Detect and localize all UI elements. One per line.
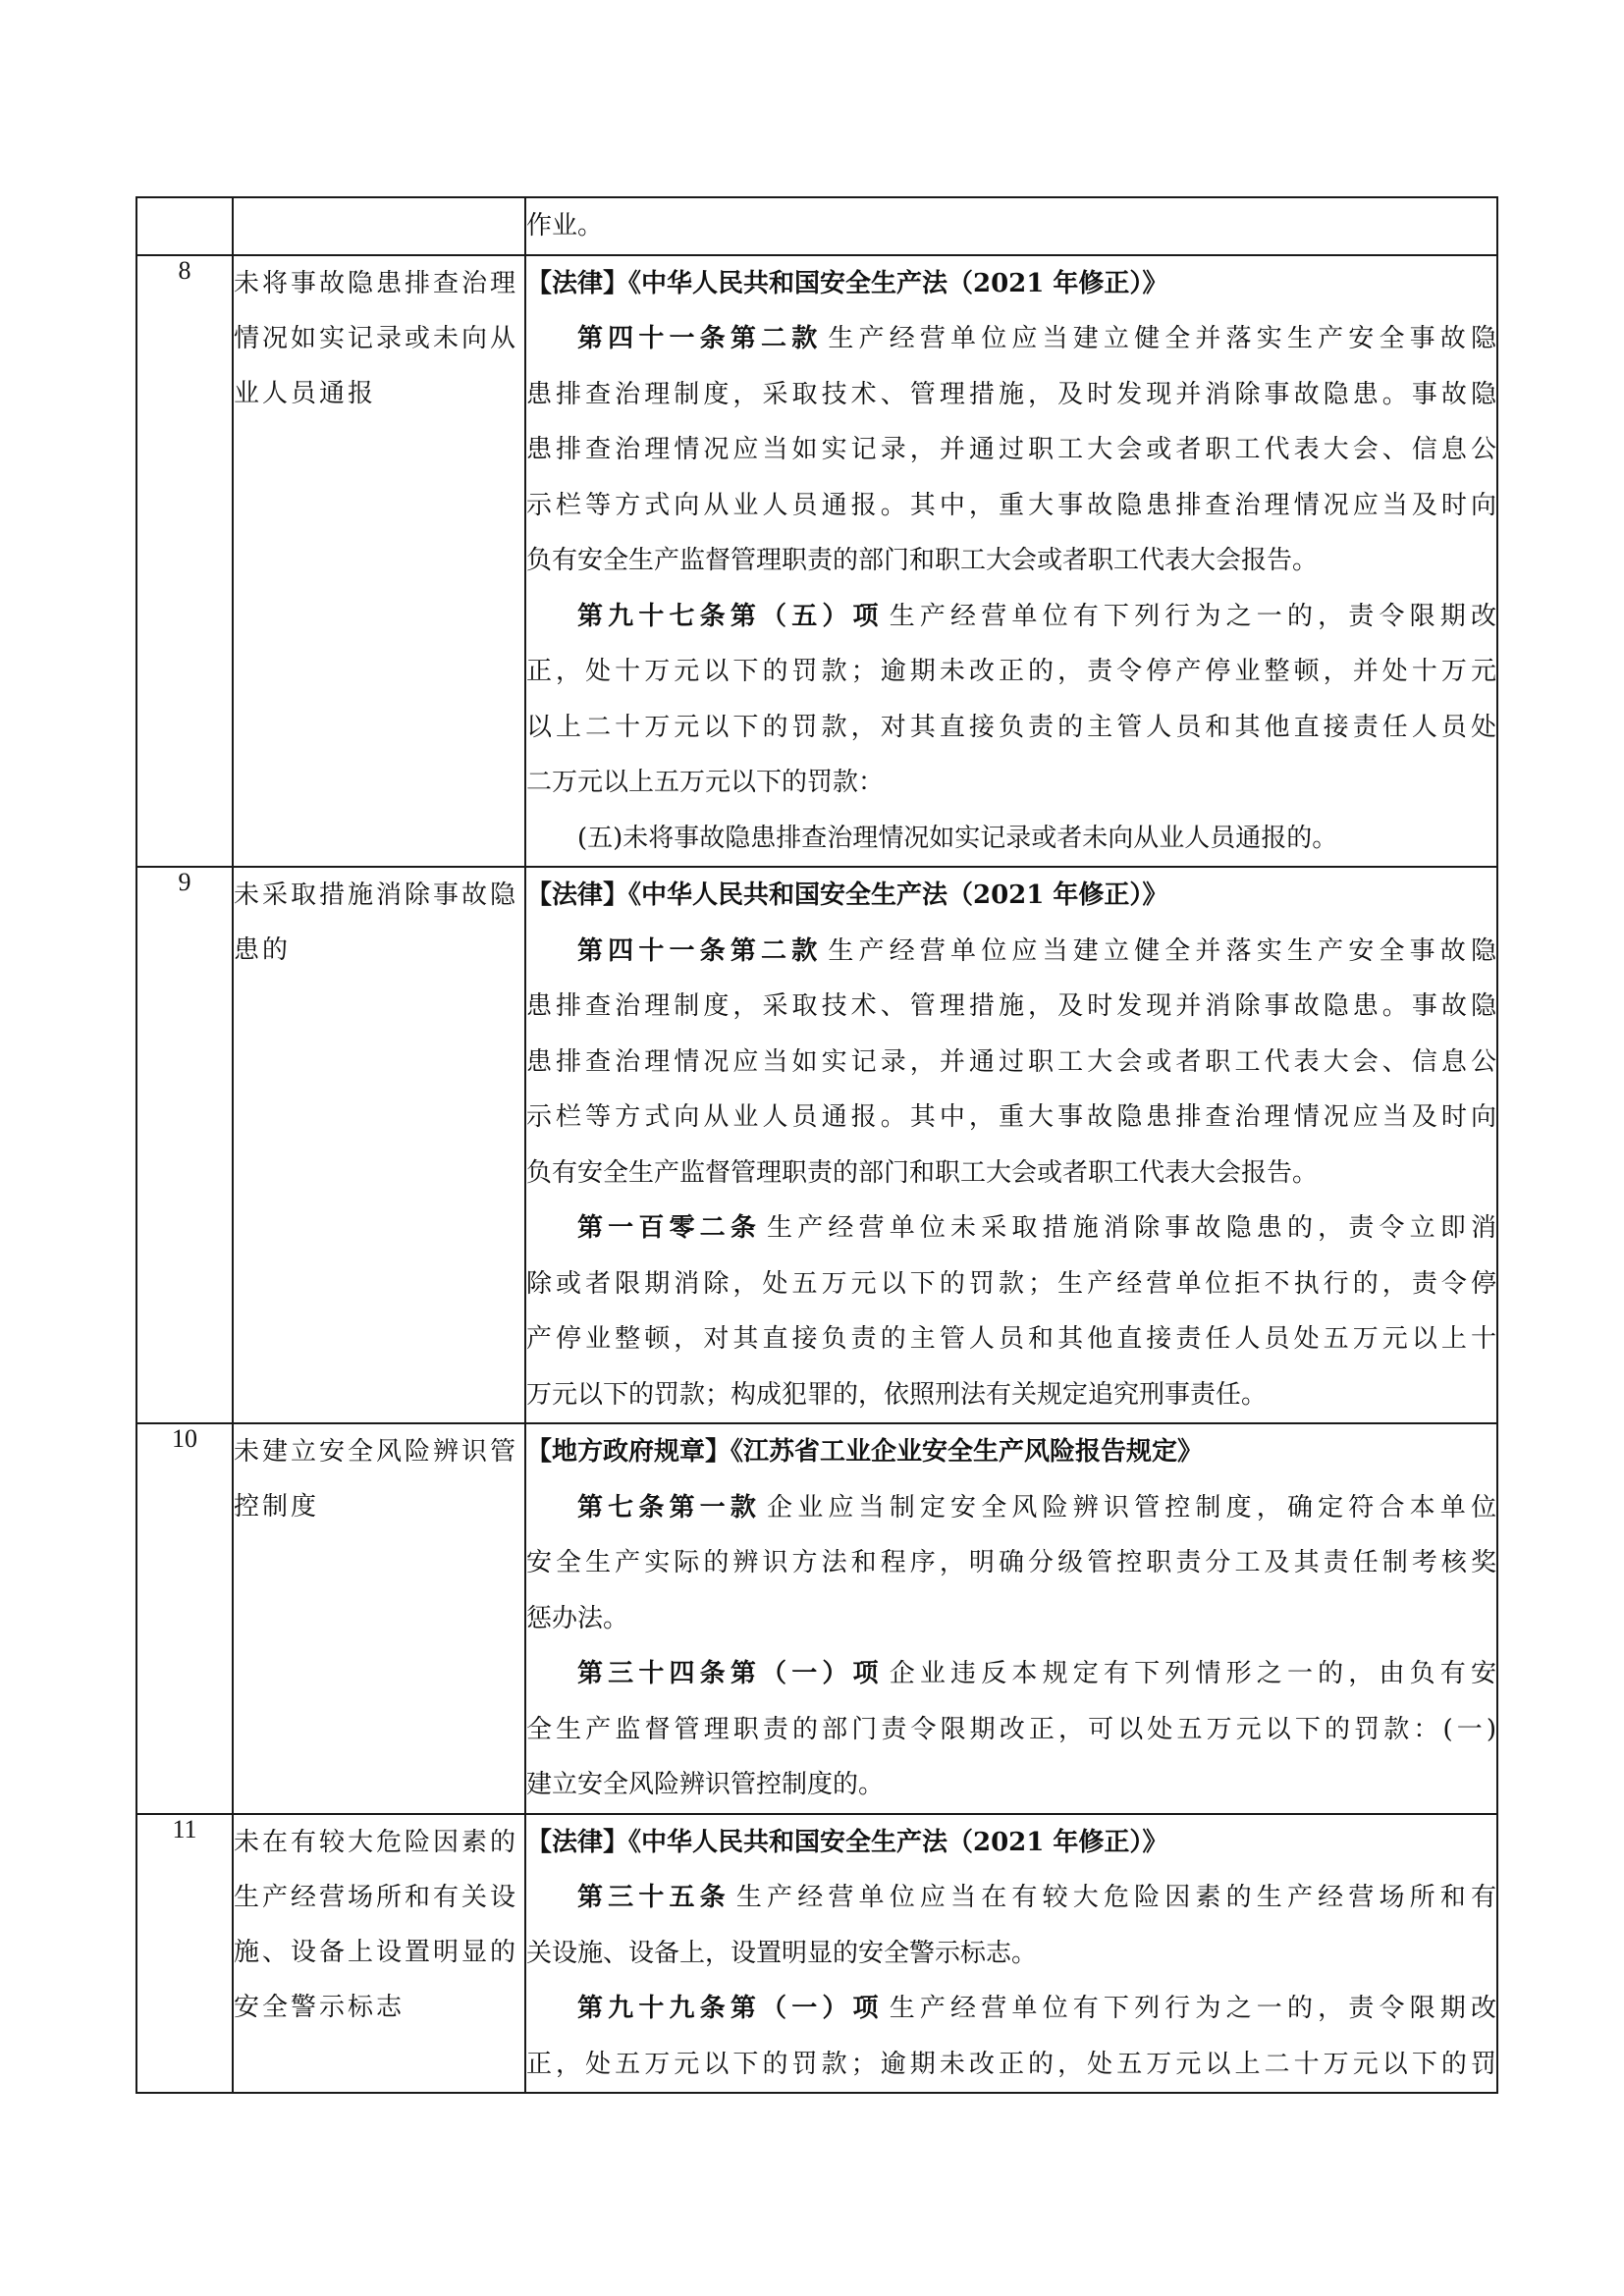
content-line: 示栏等方式向从业人员通报。其中，重大事故隐患排查治理情况应当及时向 [526,490,1496,520]
table-row [136,197,1497,255]
violation-title: 未将事故隐患排查治理情况如实记录或未向从业人员通报 [233,255,525,868]
article-label: 第三十五条 [577,1883,731,1912]
content-line: 第四十一条第二款 生产经营单位应当建立健全并落实生产安全事故隐 [577,324,1496,353]
content-line: 示栏等方式向从业人员通报。其中，重大事故隐患排查治理情况应当及时向 [526,1102,1496,1132]
content-line: 患排查治理情况应当如实记录，并通过职工大会或者职工代表大会、信息公 [526,1046,1496,1077]
law-source: 【法律】《中华人民共和国安全生产法（2021 年修正）》 [526,1827,1168,1857]
row-number: 8 [136,255,233,868]
legal-basis [525,197,1497,255]
content-line: 惩办法。 [526,1603,629,1633]
row-number: 9 [136,867,233,1423]
law-source: 【法律】《中华人民共和国安全生产法（2021 年修正）》 [526,881,1168,910]
row-number: 11 [136,1814,233,2094]
content-line: 负有安全生产监督管理职责的部门和职工大会或者职工代表大会报告。 [526,1157,1319,1188]
law-source: 【地方政府规章】《江苏省工业企业安全生产风险报告规定》 [526,1437,1204,1467]
article-label: 第四十一条第二款 [577,324,823,353]
table-row [136,255,1497,868]
violation-title: 未采取措施消除事故隐患的 [233,867,525,1423]
content-line: 建立安全风险辨识管控制度的。 [526,1770,885,1799]
penalty-table [135,196,1498,2094]
article-label: 第九十九条第（一）项 [577,1994,884,2023]
article-label: 第七条第一款 [577,1492,762,1522]
row-number [136,197,233,255]
article-label: 第一百零二条 [577,1213,762,1243]
row-number: 10 [136,1423,233,1814]
legal-basis [525,1423,1497,1814]
content-line: 第九十七条第（五）项 生产经营单位有下列行为之一的，责令限期改 [577,601,1496,631]
table-row [136,1814,1497,2094]
content-line: 二万元以上五万元以下的罚款： [526,768,885,797]
content-line: 负有安全生产监督管理职责的部门和职工大会或者职工代表大会报告。 [526,546,1319,575]
content-line: 正，处十万元以下的罚款；逾期未改正的，责令停产停业整顿，并处十万元 [526,657,1496,686]
content-line: 患排查治理情况应当如实记录，并通过职工大会或者职工代表大会、信息公 [526,435,1496,464]
content-line: 患排查治理制度，采取技术、管理措施，及时发现并消除事故隐患。事故隐 [526,991,1496,1021]
article-label: 第四十一条第二款 [577,935,823,966]
legal-basis [525,1814,1497,2094]
content-line: 除或者限期消除，处五万元以下的罚款；生产经营单位拒不执行的，责令停 [526,1268,1496,1299]
article-label: 第九十七条第（五）项 [577,601,884,631]
content-line: 万元以下的罚款；构成犯罪的，依照刑法有关规定追究刑事责任。 [526,1379,1268,1410]
legal-basis [525,255,1497,868]
content-line: 以上二十万元以下的罚款，对其直接负责的主管人员和其他直接责任人员处 [526,712,1496,742]
content-line: 第三十五条 生产经营单位应当在有较大危险因素的生产经营场所和有 [577,1883,1496,1912]
content-line: 第四十一条第二款 生产经营单位应当建立健全并落实生产安全事故隐 [577,935,1496,966]
content-line: 产停业整顿，对其直接负责的主管人员和其他直接责任人员处五万元以上十 [526,1324,1496,1354]
content-line: 第九十九条第（一）项 生产经营单位有下列行为之一的，责令限期改 [577,1994,1496,2023]
content-line: 第一百零二条 生产经营单位未采取措施消除事故隐患的，责令立即消 [577,1213,1496,1243]
content-line: 全生产监督管理职责的部门责令限期改正，可以处五万元以下的罚款：(一) [526,1714,1496,1744]
content-line: 安全生产实际的辨识方法和程序，明确分级管控职责分工及其责任制考核奖 [526,1548,1496,1577]
content-line: (五)未将事故隐患排查治理情况如实记录或者未向从业人员通报的。 [577,823,1338,853]
violation-title: 未建立安全风险辨识管控制度 [233,1423,525,1814]
violation-title: 未在有较大危险因素的生产经营场所和有关设施、设备上设置明显的安全警示标志 [233,1814,525,2094]
table-row [136,1423,1497,1814]
content-line: 第七条第一款 企业应当制定安全风险辨识管控制度，确定符合本单位 [577,1492,1496,1522]
legal-basis [525,867,1497,1423]
content-line: 正，处五万元以下的罚款；逾期未改正的，处五万元以上二十万元以下的罚 [526,2049,1496,2079]
content-line: 作业。 [526,211,604,240]
content-line: 第三十四条第（一）项 企业违反本规定有下列情形之一的，由负有安 [577,1659,1496,1688]
law-source: 【法律】《中华人民共和国安全生产法（2021 年修正）》 [526,268,1168,298]
article-label: 第三十四条第（一）项 [577,1659,884,1688]
content-line: 患排查治理制度，采取技术、管理措施，及时发现并消除事故隐患。事故隐 [526,379,1496,409]
content-line: 关设施、设备上，设置明显的安全警示标志。 [526,1938,1038,1968]
table-row [136,867,1497,1423]
violation-title [233,197,525,255]
